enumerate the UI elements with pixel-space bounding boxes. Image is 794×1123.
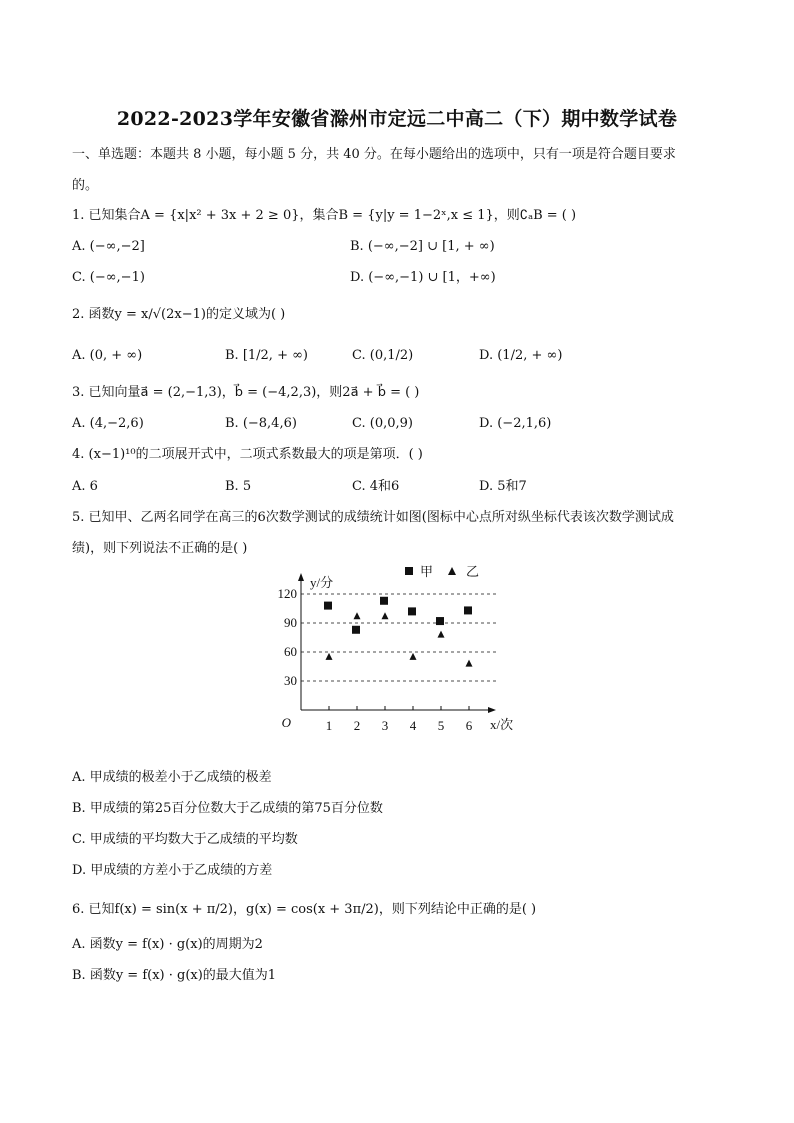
q3-option-b: B. (−8,4,6) [225,416,297,431]
x-tick-label: 5 [437,718,445,733]
y-tick-label: 60 [284,644,297,659]
q4-option-a: A. 6 [72,479,98,494]
question-1-stem: 1. 已知集合A = {x|x² + 3x + 2 ≥ 0}，集合B = {y|y = 1−2ˣ,x ≤ 1}，则∁ₐB = ( ) [72,208,577,223]
question-5-stem-line-1: 5. 已知甲、乙两名同学在高三的6次数学测试的成绩统计如图(图标中心点所对纵坐标代表该次数学测试成 [72,510,674,525]
point-jia-3 [380,597,388,605]
q5-option-b: B. 甲成绩的第25百分位数大于乙成绩的第75百分位数 [72,801,383,816]
legend-square-marker [405,567,413,575]
point-yi-5 [438,631,445,638]
page-title: 2022-2023学年安徽省滁州市定远二中高二（下）期中数学试卷 [116,108,678,130]
q1-option-c: C. (−∞,−1) [72,270,145,285]
x-tick-label: 4 [409,718,417,733]
q1-option-a: A. (−∞,−2] [72,239,145,254]
x-axis-label: x/次 [490,717,514,732]
question-4-stem: 4. (x−1)¹⁰的二项展开式中，二项式系数最大的项是第项．( ) [72,447,423,462]
legend-label-yi: 乙 [466,565,480,579]
x-axis-arrow [488,707,496,713]
point-yi-3 [382,612,389,619]
x-tick-label: 1 [325,718,333,733]
point-yi-4 [410,653,417,660]
question-5-stem-line-2: 绩)，则下列说法不正确的是( ) [72,541,248,556]
x-tick-label: 3 [381,718,389,733]
q4-option-c: C. 4和6 [352,479,400,494]
q6-option-a: A. 函数y = f(x) · g(x)的周期为2 [72,937,263,952]
y-tick-label: 90 [284,615,297,630]
q1-option-b: B. (−∞,−2] ∪ [1, + ∞) [350,239,495,254]
q4-option-b: B. 5 [225,479,252,494]
question-6-stem: 6. 已知f(x) = sin(x + π/2)，g(x) = cos(x + 3π/2)，则下列结论中正确的是( ) [72,902,537,917]
q5-option-c: C. 甲成绩的平均数大于乙成绩的平均数 [72,832,298,847]
q2-option-c: C. (0,1/2) [352,348,414,363]
point-jia-1 [324,602,332,610]
q6-option-b: B. 函数y = f(x) · g(x)的最大值为1 [72,968,277,983]
point-jia-2 [352,626,360,634]
y-axis-label: y/分 [310,575,334,590]
q2-option-b: B. [1/2, + ∞) [225,348,309,363]
legend-triangle-marker [448,567,456,575]
q3-option-d: D. (−2,1,6) [479,416,552,431]
section-header-line-2: 的。 [72,178,99,193]
y-axis-arrow [298,573,304,581]
y-tick-label: 120 [277,586,297,601]
question-3-stem: 3. 已知向量a⃗ = (2,−1,3)，b⃗ = (−4,2,3)，则2a⃗ + b⃗ = ( ) [72,385,420,400]
q2-option-d: D. (1/2, + ∞) [479,348,563,363]
point-yi-1 [326,653,333,660]
question-2-stem: 2. 函数y = x/√(2x−1)的定义域为( ) [72,307,286,322]
point-yi-6 [466,660,473,667]
q5-option-a: A. 甲成绩的极差小于乙成绩的极差 [72,770,272,785]
q4-option-d: D. 5和7 [479,479,527,494]
section-header-line-1: 一、单选题：本题共 8 小题，每小题 5 分，共 40 分。在每小题给出的选项中，只有一项是符合题目要求 [72,147,676,162]
y-tick-label: 30 [284,673,297,688]
q5-option-d: D. 甲成绩的方差小于乙成绩的方差 [72,863,273,878]
score-scatter-chart [268,565,528,745]
origin-label: O [281,715,291,730]
q3-option-c: C. (0,0,9) [352,416,413,431]
q2-option-a: A. (0, + ∞) [72,348,143,363]
x-tick-label: 6 [465,718,473,733]
point-yi-2 [354,612,361,619]
point-jia-5 [436,617,444,625]
point-jia-4 [408,607,416,615]
legend-label-jia: 甲 [420,565,434,579]
q3-option-a: A. (4,−2,6) [72,416,144,431]
point-jia-6 [464,606,472,614]
x-tick-label: 2 [353,718,361,733]
q1-option-d: D. (−∞,−1) ∪ [1，+∞) [350,270,496,285]
